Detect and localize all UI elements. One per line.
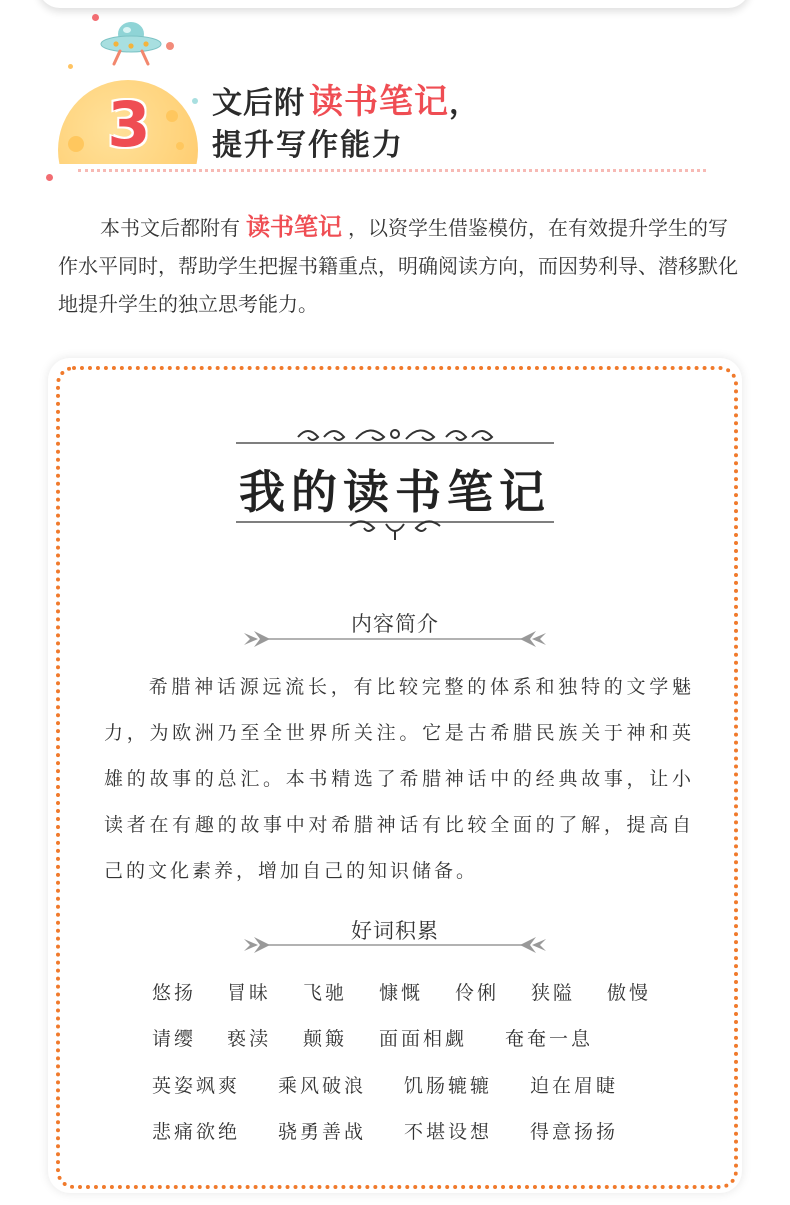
word: 面面相觑	[379, 1028, 468, 1050]
words-row-2	[152, 1024, 593, 1051]
word: 狭隘	[531, 982, 576, 1004]
word: 请缨	[152, 1028, 197, 1050]
words-row-3	[152, 1071, 618, 1098]
headline-line-1	[212, 74, 480, 123]
word: 得意扬扬	[530, 1121, 619, 1143]
word: 慷慨	[379, 982, 424, 1004]
words-divider-icon	[244, 934, 546, 956]
word: 不堪设想	[404, 1121, 493, 1143]
word: 骁勇善战	[278, 1121, 367, 1143]
notes-title: 我的读书笔记	[239, 465, 551, 519]
header-divider	[78, 169, 706, 172]
word: 饥肠辘辘	[404, 1075, 493, 1097]
intro-after: ，以资学生借鉴模仿，在有效提升学生的写作水平同时，帮助学生把握书籍重点，明确阅读方向，而因势利导、潜移默化地提升学生的独立思考能力。	[58, 216, 738, 316]
word: 伶俐	[455, 982, 500, 1004]
word: 奄奄一息	[505, 1028, 594, 1050]
summary-heading: 内容简介	[351, 612, 439, 636]
words-heading: 好词积累	[351, 919, 439, 943]
word: 悠扬	[152, 982, 197, 1004]
bottom-ornament-icon	[236, 512, 554, 542]
intro-highlight: 读书笔记	[246, 213, 342, 241]
headline-prefix: 文后附	[212, 86, 305, 121]
words-row-4	[152, 1117, 618, 1144]
word: 傲慢	[607, 982, 652, 1004]
decor-dot	[192, 98, 198, 104]
summary-body: 希腊神话源远流长，有比较完整的体系和独特的文学魅力，为欧洲乃至全世界所关注。它是古希腊民族关于神和英雄的故事的总汇。本书精选了希腊神话中的经典故事，让小读者在有趣的故事中对希腊神话有比较全面的了解，提高自己的文化素养，增加自己的知识储备。	[104, 676, 694, 882]
summary-text	[104, 664, 694, 894]
number-badge	[50, 10, 210, 180]
previous-card-edge	[38, 0, 750, 8]
decor-dot	[92, 14, 99, 21]
decor-dot	[166, 42, 174, 50]
headline-suffix: ，	[449, 86, 480, 121]
word: 悲痛欲绝	[152, 1121, 241, 1143]
word: 颠簸	[303, 1028, 348, 1050]
summary-divider-icon	[244, 628, 546, 650]
headline-line-2: 提升写作能力	[212, 128, 404, 163]
headline-highlight: 读书笔记	[309, 82, 449, 122]
word: 亵渎	[227, 1028, 272, 1050]
word: 飞驰	[303, 982, 348, 1004]
intro-before: 本书文后都附有	[100, 216, 240, 240]
decor-dot	[68, 64, 73, 69]
intro-paragraph	[58, 208, 738, 323]
words-row-1	[152, 978, 651, 1005]
decor-dot	[46, 174, 53, 181]
word: 冒昧	[227, 982, 272, 1004]
top-ornament-icon	[236, 425, 554, 451]
ufo-icon	[98, 14, 164, 70]
word: 乘风破浪	[278, 1075, 367, 1097]
word: 英姿飒爽	[152, 1075, 241, 1097]
section-number: 3	[107, 88, 151, 161]
word: 迫在眉睫	[530, 1075, 619, 1097]
